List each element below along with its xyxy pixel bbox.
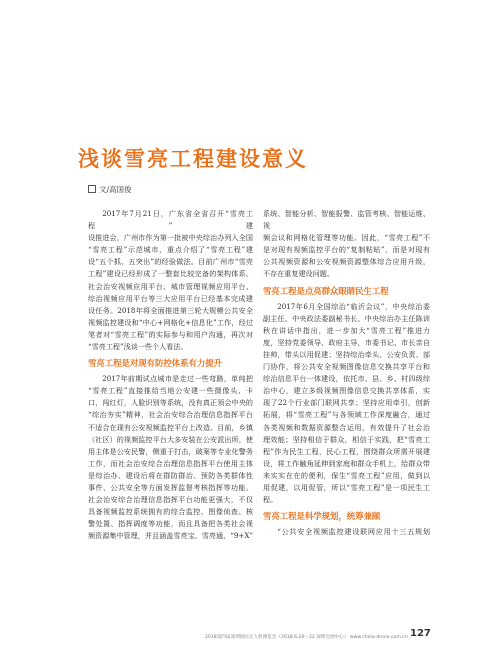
section-heading: 雪亮工程是点亮群众眼睛民生工程 <box>263 285 389 296</box>
text-line: 治中心，建立多级视频图像信息交换共享体系，实 <box>263 386 430 396</box>
text-line: 工程”建设已经形成了一整套比较完备的架构体系。 <box>88 269 253 279</box>
text-line: 是综治办、建设后将在群防群治、预防各类群体性 <box>88 470 253 480</box>
text-line: “雪亮工程”示范城市，重点介绍了“雪亮工程”建 <box>88 245 253 255</box>
continued-paragraph <box>263 208 430 281</box>
text-line: 不存在重复建设问题。 <box>263 269 334 279</box>
text-line: 工作，而社会治安综合治理信息指挥平台使用主体 <box>88 458 253 468</box>
square-icon <box>88 185 96 193</box>
left-column <box>88 208 253 542</box>
text-line: 2017年7月21日，广东省全省召开“雪亮工程”建 <box>88 209 253 231</box>
author-line <box>88 184 132 195</box>
text-line: 挂帅，带头以用促建；坚持综治牵头、公安负责、部 <box>263 349 430 359</box>
text-line: 设推进会，广州市作为第一批被中央综治办列入全国 <box>88 233 253 243</box>
text-line: “雪亮工程”浅谈一些个人看法。 <box>88 342 188 352</box>
section2-paragraph <box>263 301 430 507</box>
text-line: 设任务。2018年将全面推进第三轮大规模公共安全 <box>88 305 253 315</box>
text-line: 设“五个抓、五突出”的经验做法。目前广州市“雪亮 <box>88 257 253 267</box>
text-line: “公共安全视频监控建设联网应用十三五规划 <box>277 527 430 537</box>
text-line: 不适合在现有公安视频监控平台上改造。目前，乡镇 <box>88 422 253 432</box>
text-line: 口，闯红灯，人脸识别等系统，没有真正领会中央的 <box>88 398 253 408</box>
text-line: 频资源集中管理，并且涵盖雪亮宝、雪亮通、“9+X” <box>88 531 253 541</box>
section-heading: 雪亮工程是对现有防控体系有力提升 <box>88 358 222 369</box>
text-line: 频会议和网格化管理等功能。因此，“雪亮工程”不 <box>263 233 430 243</box>
section-heading: 雪亮工程是科学规划，统筹兼顾 <box>263 511 381 522</box>
text-line: 副主任、中央政法委副秘书长、中央综治办主任陈训 <box>263 313 430 323</box>
text-line: 系统、智能分析、智能报警、监管考核、智能运维、视 <box>263 209 430 231</box>
footer-text: 2018第四届深圳国际无人机博览会（2018.6.20－22 深圳会展中心） www.china-drone.com.cn <box>205 635 408 640</box>
text-line: （社区）的视频监控平台大多安装在公安派出所，使 <box>88 434 253 444</box>
text-line: “综治夯实”精神，社会治安综合治理信息指挥平台 <box>88 410 253 420</box>
text-line: 社会治安综合治理信息指挥平台功能更强大，不仅 <box>88 495 253 505</box>
text-line: 综治视频应用平台等三大应用平台已经基本完成建 <box>88 293 253 303</box>
article-title: 浅谈雪亮工程建设意义 <box>78 147 308 171</box>
text-line: 用主体是公安民警，侧重于打击，破案等专业化警务 <box>88 446 253 456</box>
text-line: 警处置、指挥调度等功能，而且具备把各类社会视 <box>88 519 253 529</box>
text-line: 具备视频监控系统拥有的综合监控、图像侦查、核 <box>88 507 253 517</box>
text-line: 程”作为民生工程，民心工程，围绕群众所需开展建 <box>263 446 430 456</box>
text-line: 理效能；坚持相信于群众，相信于实践，把“雪亮工 <box>263 434 430 444</box>
text-line: 现了22个行业部门联网共享；坚持应用牵引，创新 <box>263 398 430 408</box>
text-line: 拓展，将“雪亮工程”与各领域工作深度融合，通过 <box>263 410 430 420</box>
right-column <box>263 208 430 538</box>
text-line: 用促建，以用促管，所以“雪亮工程”是一项民生工 <box>263 482 430 492</box>
text-line: 2017年前期试点城市是走过一些弯路，单纯把 <box>102 374 253 384</box>
text-line: 视频监控建设和“中心+网格化+信息化”工作，经过 <box>88 317 253 327</box>
text-line: 2017年6月全国综治“临沂会议”，中央综治委 <box>277 301 430 311</box>
text-line: 度，坚持党委领导、政府主导，市委书记、市长亲自 <box>263 337 430 347</box>
text-line: 笔者对“雪亮工程”的实际参与和用户沟通，再次对 <box>88 329 253 339</box>
text-line: 秋在讲话中指出，进一步加大“雪亮工程”推进力 <box>263 325 430 335</box>
text-line: 设，将工作触角延伸到家庭和群众手机上，给群众带 <box>263 458 430 468</box>
text-line: 是对现有视频监控平台的“复制粘贴”，而是对现有 <box>263 245 430 255</box>
text-line: 各类视频和数据资源整合运用，有效提升了社会治 <box>263 422 430 432</box>
text-line: 综治信息平台一体建设，依托市、县、乡、村四级综 <box>263 374 430 384</box>
text-line: 公共视频资源和公安视频资源整体综合应用升级， <box>263 257 430 267</box>
text-line: “雪亮工程”直接推给当地公安建一些摄像头、卡 <box>88 386 253 396</box>
page-number: 127 <box>410 628 431 639</box>
text-line: 事件、公共安全等方面发挥监督考核指挥等功能。 <box>88 482 253 492</box>
text-line: 程。 <box>263 495 278 505</box>
intro-paragraph <box>88 208 253 353</box>
author-name: 文/高国俊 <box>99 185 132 194</box>
text-line: 来实实在在的便利，保生“雪亮工程”应用，做到以 <box>263 470 430 480</box>
text-line: 社会治安视频应用平台、城市管理视频应用平台、 <box>88 281 253 291</box>
section3-paragraph <box>263 526 430 538</box>
section1-paragraph <box>88 373 253 542</box>
text-line: 门协作，将公共安全视频图像信息交换共享平台和 <box>263 362 430 372</box>
